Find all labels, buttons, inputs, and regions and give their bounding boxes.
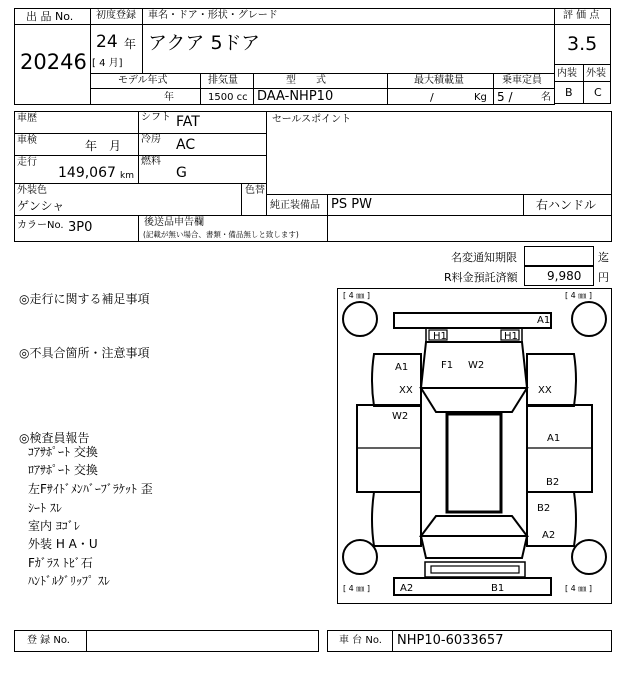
tire-label-front-right: [ 4 ㎜ ] (565, 291, 592, 300)
mark-rear-fender-right-b2: B2 (537, 503, 551, 514)
mileage-value: 149,067 (58, 165, 116, 181)
interior-label: 内装 (557, 68, 577, 79)
color-no-box (14, 215, 612, 242)
interior-grade: B (565, 86, 573, 99)
max-load-unit: Kg (474, 92, 487, 103)
driving-notes-title: ◎走行に関する補足事項 (19, 292, 150, 306)
inspector-report-line: ｺｱｻﾎﾟｰﾄ 交換 (28, 445, 98, 459)
model-type-label: 型 式 (286, 75, 326, 86)
inspector-report-line: 室内 ﾖｺﾞﾚ (28, 519, 80, 533)
mark-headlight-left: H1 (433, 331, 447, 342)
displacement-value: 1500 cc (208, 92, 248, 103)
fuel-label: 燃料 (141, 156, 161, 167)
repaint-label: 色替 (245, 185, 265, 196)
first-registration-label: 初度登録 (96, 10, 136, 21)
model-year-unit: 年 (164, 92, 174, 103)
capacity-value: 5 / (497, 90, 513, 104)
defects-notes-title: ◎不具合箇所・注意事項 (19, 346, 150, 360)
exterior-grade: C (594, 86, 602, 99)
inspection-value: 年 月 (85, 139, 122, 153)
mileage-unit: km (120, 171, 134, 181)
exterior-label: 外装 (586, 68, 606, 79)
mark-front-door-right: A1 (547, 433, 561, 444)
notice-deadline-unit: 迄 (598, 251, 609, 264)
lot-number: 20246 (20, 50, 87, 74)
mark-hood-f1: F1 (441, 360, 454, 371)
postdoc-note: (記載が無い場合、書類・備品無しと致します) (143, 230, 299, 239)
equipment-label: 純正装備品 (270, 200, 320, 211)
capacity-unit: 名 (541, 92, 551, 103)
mark-rear-bumper-right: B1 (491, 583, 505, 594)
inspection-label: 車検 (17, 135, 37, 146)
mark-front-bumper: A1 (537, 315, 551, 326)
mark-front-fender-left: A1 (395, 362, 409, 373)
recycle-fee-value: 9,980 (547, 269, 582, 283)
registration-year-unit: 年 (124, 37, 137, 51)
chassis-no-label: 車 台 No. (339, 635, 382, 646)
capacity-label: 乗車定員 (502, 75, 542, 86)
mark-rear-door-right: B2 (546, 477, 560, 488)
inspector-report-line: ﾛｱｻﾎﾟｰﾄ 交換 (28, 463, 98, 477)
car-name: アクア 5ドア (148, 32, 260, 54)
mark-headlight-right: H1 (504, 331, 518, 342)
aircon-value: AC (176, 137, 196, 153)
registration-year: 24 (96, 32, 118, 52)
sales-points-label: セールスポイント (272, 114, 352, 125)
max-load-separator: / (430, 91, 434, 104)
notice-deadline-label: 名変通知期限 (451, 251, 517, 264)
color-no-label: カラーNo. (17, 220, 64, 231)
recycle-fee-unit: 円 (598, 271, 609, 284)
inspector-report-title: ◎検査員報告 (19, 431, 90, 445)
notice-deadline-box (524, 246, 594, 266)
shift-value: FAT (176, 114, 200, 130)
max-load-label: 最大積載量 (414, 75, 464, 86)
chassis-no-value: NHP10-6033657 (397, 633, 504, 648)
registration-no-label: 登 録 No. (27, 635, 70, 646)
inspector-report-line: Fｶﾞﾗｽ ﾄﾋﾞ石 (28, 556, 93, 570)
mileage-label: 走行 (17, 157, 37, 168)
inspector-report-line: 外装 H A・U (28, 537, 98, 551)
lot-number-label: 出 品 No. (26, 10, 74, 23)
displacement-label: 排気量 (208, 75, 238, 86)
score-label: 評 価 点 (563, 10, 600, 21)
tire-label-front-left: [ 4 ㎜ ] (343, 291, 370, 300)
model-year-label: モデル年式 (118, 75, 168, 86)
equipment-value: PS PW (331, 197, 372, 212)
steering-value: 右ハンドル (536, 198, 597, 212)
history-label: 車歴 (17, 113, 37, 124)
tire-label-rear-left: [ 4 ㎜ ] (343, 584, 370, 593)
tire-label-rear-right: [ 4 ㎜ ] (565, 584, 592, 593)
aircon-label: 冷房 (141, 134, 161, 145)
vehicle-damage-diagram (337, 288, 612, 604)
mark-rear-bumper-left: A2 (400, 583, 414, 594)
mark-front-fender-right-xx: XX (538, 385, 552, 396)
mark-hood-w2: W2 (468, 360, 485, 371)
mark-rear-fender-right-a2: A2 (542, 530, 556, 541)
color-no-value: 3P0 (68, 220, 93, 235)
exterior-color-value: ゲンシャ (17, 199, 65, 213)
recycle-fee-label: R料金預託済額 (444, 271, 518, 284)
car-name-label: 車名・ドア・形状・グレード (148, 10, 278, 21)
inspector-report-line: ﾊﾝﾄﾞﾙｸﾞﾘｯﾌﾟ ｽﾚ (28, 574, 110, 588)
registration-month: [ 4 月] (92, 58, 123, 69)
mark-front-fender-left-xx: XX (399, 385, 413, 396)
postdoc-label: 後送品申告欄 (144, 217, 204, 228)
fuel-value: G (176, 165, 187, 181)
inspector-report-line: 左Fｻｲﾄﾞﾒﾝﾊﾞｰﾌﾞﾗｹｯﾄ 歪 (28, 482, 153, 496)
overall-score: 3.5 (567, 33, 598, 55)
exterior-color-label: 外装色 (17, 185, 47, 196)
inspector-report-line: ｼｰﾄ ｽﾚ (28, 501, 62, 515)
shift-label: シフト (141, 112, 171, 123)
model-type-value: DAA-NHP10 (257, 89, 334, 104)
mark-front-door-left: W2 (392, 411, 409, 422)
